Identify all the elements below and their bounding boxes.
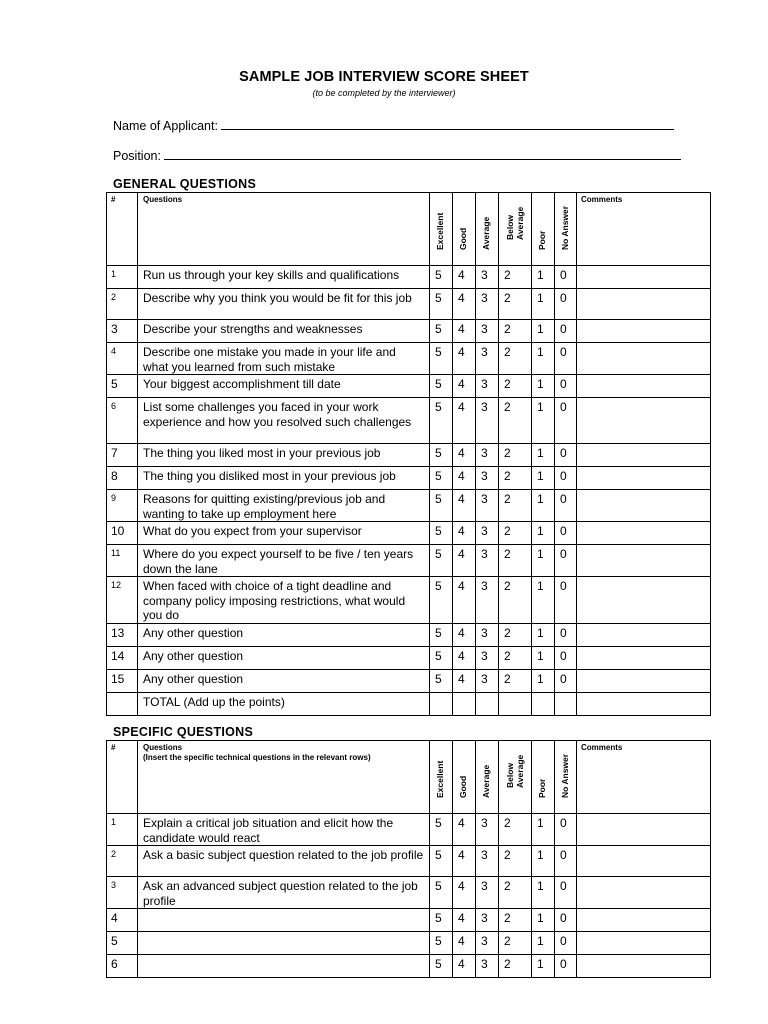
score-option[interactable]: 4 bbox=[453, 343, 476, 375]
question-text: When faced with choice of a tight deadline and company policy imposing restrictions, what would you do bbox=[138, 577, 430, 624]
score-option[interactable]: 4 bbox=[453, 545, 476, 577]
score-option[interactable]: 2 bbox=[499, 444, 532, 467]
header-rating-good bbox=[453, 741, 476, 814]
header-number: # bbox=[107, 741, 138, 814]
score-option[interactable]: 2 bbox=[499, 646, 532, 669]
score-option[interactable]: 2 bbox=[499, 490, 532, 522]
score-option[interactable]: 5 bbox=[430, 522, 453, 545]
comments-cell[interactable] bbox=[577, 320, 711, 343]
score-option[interactable]: 0 bbox=[555, 266, 577, 289]
score-option[interactable]: 2 bbox=[499, 266, 532, 289]
header-questions-label: Questions bbox=[143, 743, 183, 752]
total-score-cell[interactable] bbox=[430, 692, 453, 715]
score-option[interactable]: 5 bbox=[430, 814, 453, 846]
score-option[interactable]: 1 bbox=[532, 909, 555, 932]
header-questions bbox=[138, 193, 430, 266]
score-option[interactable]: 3 bbox=[476, 375, 499, 398]
comments-cell[interactable] bbox=[577, 444, 711, 467]
score-option[interactable]: 0 bbox=[555, 467, 577, 490]
score-option[interactable]: 0 bbox=[555, 846, 577, 877]
score-option[interactable]: 1 bbox=[532, 522, 555, 545]
table-row bbox=[107, 932, 711, 955]
table-row bbox=[107, 266, 711, 289]
score-option[interactable]: 3 bbox=[476, 398, 499, 444]
table-row bbox=[107, 490, 711, 522]
score-option[interactable]: 2 bbox=[499, 846, 532, 877]
header-rating-below-average bbox=[499, 193, 532, 266]
comments-cell[interactable] bbox=[577, 577, 711, 624]
row-number: 3 bbox=[107, 877, 138, 909]
rating-label-excellent: Excellent bbox=[435, 212, 445, 250]
row-number bbox=[107, 692, 138, 715]
row-number: 3 bbox=[107, 320, 138, 343]
score-option[interactable]: 3 bbox=[476, 932, 499, 955]
comments-cell[interactable] bbox=[577, 646, 711, 669]
question-text: Describe why you think you would be fit for this job bbox=[138, 289, 430, 320]
table-row bbox=[107, 909, 711, 932]
table-row bbox=[107, 398, 711, 444]
score-option[interactable]: 1 bbox=[532, 289, 555, 320]
table-row bbox=[107, 289, 711, 320]
row-number: 5 bbox=[107, 375, 138, 398]
question-text bbox=[138, 955, 430, 978]
general-questions-heading: GENERAL QUESTIONS bbox=[113, 177, 257, 191]
score-option[interactable]: 4 bbox=[453, 814, 476, 846]
score-option[interactable]: 0 bbox=[555, 669, 577, 692]
total-score-cell[interactable] bbox=[476, 692, 499, 715]
score-option[interactable]: 5 bbox=[430, 444, 453, 467]
score-option[interactable]: 0 bbox=[555, 909, 577, 932]
header-rating-no-answer bbox=[555, 741, 577, 814]
rating-label-no-answer: No Answer bbox=[559, 753, 570, 798]
table-row bbox=[107, 467, 711, 490]
rating-label-no-answer: No Answer bbox=[559, 205, 570, 250]
header-rating-average bbox=[476, 193, 499, 266]
score-option[interactable]: 4 bbox=[453, 846, 476, 877]
score-option[interactable]: 5 bbox=[430, 932, 453, 955]
score-option[interactable]: 3 bbox=[476, 490, 499, 522]
score-option[interactable]: 3 bbox=[476, 909, 499, 932]
score-option[interactable]: 1 bbox=[532, 343, 555, 375]
row-number: 6 bbox=[107, 398, 138, 444]
score-option[interactable]: 4 bbox=[453, 266, 476, 289]
score-option[interactable]: 1 bbox=[532, 646, 555, 669]
score-option[interactable]: 1 bbox=[532, 467, 555, 490]
table-row bbox=[107, 577, 711, 624]
score-option[interactable]: 1 bbox=[532, 444, 555, 467]
rating-label-below-average: Below Average bbox=[505, 754, 525, 788]
table-row bbox=[107, 814, 711, 846]
score-option[interactable]: 4 bbox=[453, 669, 476, 692]
row-number: 9 bbox=[107, 490, 138, 522]
total-row bbox=[107, 692, 711, 715]
score-option[interactable]: 5 bbox=[430, 909, 453, 932]
score-option[interactable]: 1 bbox=[532, 932, 555, 955]
total-score-cell[interactable] bbox=[453, 692, 476, 715]
score-option[interactable]: 1 bbox=[532, 955, 555, 978]
score-option[interactable]: 1 bbox=[532, 623, 555, 646]
question-text: Ask an advanced subject question related to the job profile bbox=[138, 877, 430, 909]
score-option[interactable]: 1 bbox=[532, 320, 555, 343]
applicant-name-field[interactable] bbox=[113, 118, 674, 133]
comments-cell[interactable] bbox=[577, 398, 711, 444]
score-option[interactable]: 5 bbox=[430, 877, 453, 909]
rating-label-good: Good bbox=[458, 775, 468, 798]
question-text: Any other question bbox=[138, 646, 430, 669]
header-rating-average bbox=[476, 741, 499, 814]
comments-cell[interactable] bbox=[577, 623, 711, 646]
comments-cell[interactable] bbox=[577, 490, 711, 522]
comments-cell[interactable] bbox=[577, 955, 711, 978]
score-option[interactable]: 0 bbox=[555, 320, 577, 343]
applicant-name-line[interactable] bbox=[221, 118, 674, 130]
score-option[interactable]: 1 bbox=[532, 669, 555, 692]
comments-cell[interactable] bbox=[577, 522, 711, 545]
rating-label-average: Average bbox=[481, 764, 491, 798]
row-number: 2 bbox=[107, 289, 138, 320]
score-option[interactable]: 2 bbox=[499, 814, 532, 846]
question-text: Reasons for quitting existing/previous job and wanting to take up employment here bbox=[138, 490, 430, 522]
total-label: TOTAL (Add up the points) bbox=[138, 692, 430, 715]
score-option[interactable]: 2 bbox=[499, 545, 532, 577]
score-option[interactable]: 3 bbox=[476, 577, 499, 624]
comments-cell[interactable] bbox=[577, 909, 711, 932]
comments-cell[interactable] bbox=[577, 932, 711, 955]
question-text: Describe one mistake you made in your life and what you learned from such mistake bbox=[138, 343, 430, 375]
score-option[interactable]: 4 bbox=[453, 444, 476, 467]
score-option[interactable]: 2 bbox=[499, 320, 532, 343]
header-rating-poor bbox=[532, 193, 555, 266]
question-text: Ask a basic subject question related to the job profile bbox=[138, 846, 430, 877]
score-option[interactable]: 0 bbox=[555, 522, 577, 545]
row-number: 4 bbox=[107, 909, 138, 932]
table-row bbox=[107, 846, 711, 877]
score-option[interactable]: 4 bbox=[453, 398, 476, 444]
score-option[interactable]: 5 bbox=[430, 375, 453, 398]
header-comments: Comments bbox=[577, 741, 711, 814]
score-option[interactable]: 2 bbox=[499, 909, 532, 932]
score-option[interactable]: 3 bbox=[476, 522, 499, 545]
header-rating-poor bbox=[532, 741, 555, 814]
row-number: 6 bbox=[107, 955, 138, 978]
question-text bbox=[138, 932, 430, 955]
score-option[interactable]: 4 bbox=[453, 623, 476, 646]
score-option[interactable]: 3 bbox=[476, 467, 499, 490]
score-option[interactable]: 3 bbox=[476, 877, 499, 909]
row-number: 11 bbox=[107, 545, 138, 577]
score-option[interactable]: 3 bbox=[476, 669, 499, 692]
header-questions bbox=[138, 741, 430, 814]
score-option[interactable]: 4 bbox=[453, 467, 476, 490]
comments-cell[interactable] bbox=[577, 343, 711, 375]
score-option[interactable]: 4 bbox=[453, 577, 476, 624]
score-option[interactable]: 5 bbox=[430, 623, 453, 646]
comments-cell[interactable] bbox=[577, 289, 711, 320]
score-option[interactable]: 1 bbox=[532, 577, 555, 624]
score-option[interactable]: 2 bbox=[499, 669, 532, 692]
rating-label-poor: Poor bbox=[537, 778, 547, 798]
score-option[interactable]: 3 bbox=[476, 343, 499, 375]
question-text: Describe your strengths and weaknesses bbox=[138, 320, 430, 343]
score-option[interactable]: 3 bbox=[476, 320, 499, 343]
rating-label-below-average: Below Average bbox=[505, 206, 525, 240]
table-row bbox=[107, 522, 711, 545]
score-option[interactable]: 3 bbox=[476, 623, 499, 646]
score-option[interactable]: 5 bbox=[430, 577, 453, 624]
header-questions-note: (Insert the specific technical questions in the relevant rows) bbox=[143, 753, 371, 762]
header-questions-label: Questions bbox=[143, 195, 183, 204]
comments-cell[interactable] bbox=[577, 846, 711, 877]
total-score-cell[interactable] bbox=[499, 692, 532, 715]
comments-cell[interactable] bbox=[577, 877, 711, 909]
table-row bbox=[107, 375, 711, 398]
score-option[interactable]: 0 bbox=[555, 646, 577, 669]
comments-cell[interactable] bbox=[577, 814, 711, 846]
question-text: Your biggest accomplishment till date bbox=[138, 375, 430, 398]
score-option[interactable]: 5 bbox=[430, 398, 453, 444]
row-number: 1 bbox=[107, 266, 138, 289]
header-rating-excellent bbox=[430, 741, 453, 814]
score-option[interactable]: 4 bbox=[453, 646, 476, 669]
score-option[interactable]: 0 bbox=[555, 375, 577, 398]
table-row bbox=[107, 343, 711, 375]
rating-label-average: Average bbox=[481, 216, 491, 250]
question-text: Explain a critical job situation and elicit how the candidate would react bbox=[138, 814, 430, 846]
row-number: 13 bbox=[107, 623, 138, 646]
score-option[interactable]: 3 bbox=[476, 266, 499, 289]
score-option[interactable]: 1 bbox=[532, 877, 555, 909]
table-header-row bbox=[107, 193, 711, 266]
document-subtitle: (to be completed by the interviewer) bbox=[312, 88, 456, 98]
header-rating-no-answer bbox=[555, 193, 577, 266]
question-text: What do you expect from your supervisor bbox=[138, 522, 430, 545]
score-option[interactable]: 3 bbox=[476, 444, 499, 467]
question-text bbox=[138, 909, 430, 932]
score-option[interactable]: 4 bbox=[453, 289, 476, 320]
score-option[interactable]: 5 bbox=[430, 289, 453, 320]
score-option[interactable]: 5 bbox=[430, 669, 453, 692]
total-score-cell[interactable] bbox=[555, 692, 577, 715]
table-row bbox=[107, 646, 711, 669]
score-option[interactable]: 1 bbox=[532, 814, 555, 846]
score-option[interactable]: 4 bbox=[453, 932, 476, 955]
applicant-name-label: Name of Applicant: bbox=[113, 119, 218, 133]
score-option[interactable]: 5 bbox=[430, 955, 453, 978]
header-rating-good bbox=[453, 193, 476, 266]
score-option[interactable]: 2 bbox=[499, 467, 532, 490]
specific-questions-table bbox=[106, 740, 711, 978]
score-option[interactable]: 5 bbox=[430, 646, 453, 669]
score-option[interactable]: 2 bbox=[499, 577, 532, 624]
table-row bbox=[107, 669, 711, 692]
table-row bbox=[107, 877, 711, 909]
position-label: Position: bbox=[113, 149, 161, 163]
row-number: 5 bbox=[107, 932, 138, 955]
score-option[interactable]: 0 bbox=[555, 545, 577, 577]
general-questions-table bbox=[106, 192, 711, 716]
total-comments-cell[interactable] bbox=[577, 692, 711, 715]
score-option[interactable]: 2 bbox=[499, 289, 532, 320]
row-number: 14 bbox=[107, 646, 138, 669]
header-rating-excellent bbox=[430, 193, 453, 266]
score-option[interactable]: 5 bbox=[430, 490, 453, 522]
score-option[interactable]: 3 bbox=[476, 814, 499, 846]
comments-cell[interactable] bbox=[577, 266, 711, 289]
score-option[interactable]: 5 bbox=[430, 846, 453, 877]
table-row bbox=[107, 955, 711, 978]
score-option[interactable]: 0 bbox=[555, 814, 577, 846]
question-text: Run us through your key skills and qualifications bbox=[138, 266, 430, 289]
score-option[interactable]: 3 bbox=[476, 846, 499, 877]
specific-questions-heading: SPECIFIC QUESTIONS bbox=[113, 725, 254, 739]
score-option[interactable]: 1 bbox=[532, 846, 555, 877]
score-option[interactable]: 0 bbox=[555, 398, 577, 444]
row-number: 15 bbox=[107, 669, 138, 692]
question-text: The thing you liked most in your previous job bbox=[138, 444, 430, 467]
score-option[interactable]: 1 bbox=[532, 490, 555, 522]
score-option[interactable]: 1 bbox=[532, 398, 555, 444]
header-number: # bbox=[107, 193, 138, 266]
score-option[interactable]: 0 bbox=[555, 623, 577, 646]
position-field[interactable] bbox=[113, 148, 681, 163]
score-option[interactable]: 4 bbox=[453, 522, 476, 545]
position-line[interactable] bbox=[164, 148, 681, 160]
total-score-cell[interactable] bbox=[532, 692, 555, 715]
rating-label-poor: Poor bbox=[537, 230, 547, 250]
score-option[interactable]: 2 bbox=[499, 932, 532, 955]
score-option[interactable]: 4 bbox=[453, 909, 476, 932]
score-option[interactable]: 4 bbox=[453, 320, 476, 343]
score-option[interactable]: 3 bbox=[476, 289, 499, 320]
score-option[interactable]: 0 bbox=[555, 289, 577, 320]
rating-label-excellent: Excellent bbox=[435, 760, 445, 798]
comments-cell[interactable] bbox=[577, 545, 711, 577]
score-option[interactable]: 5 bbox=[430, 266, 453, 289]
score-option[interactable]: 0 bbox=[555, 577, 577, 624]
comments-cell[interactable] bbox=[577, 467, 711, 490]
score-option[interactable]: 1 bbox=[532, 375, 555, 398]
comments-cell[interactable] bbox=[577, 375, 711, 398]
table-row bbox=[107, 320, 711, 343]
row-number: 8 bbox=[107, 467, 138, 490]
rating-label-good: Good bbox=[458, 227, 468, 250]
score-option[interactable]: 4 bbox=[453, 375, 476, 398]
score-option[interactable]: 2 bbox=[499, 955, 532, 978]
score-option[interactable]: 0 bbox=[555, 877, 577, 909]
score-option[interactable]: 1 bbox=[532, 545, 555, 577]
score-option[interactable]: 5 bbox=[430, 545, 453, 577]
score-option[interactable]: 0 bbox=[555, 490, 577, 522]
header-comments: Comments bbox=[577, 193, 711, 266]
row-number: 4 bbox=[107, 343, 138, 375]
table-row bbox=[107, 545, 711, 577]
score-option[interactable]: 0 bbox=[555, 444, 577, 467]
question-text: Where do you expect yourself to be five / ten years down the lane bbox=[138, 545, 430, 577]
score-option[interactable]: 3 bbox=[476, 646, 499, 669]
row-number: 12 bbox=[107, 577, 138, 624]
score-option[interactable]: 5 bbox=[430, 343, 453, 375]
row-number: 1 bbox=[107, 814, 138, 846]
row-number: 10 bbox=[107, 522, 138, 545]
score-option[interactable]: 0 bbox=[555, 932, 577, 955]
header-rating-below-average bbox=[499, 741, 532, 814]
score-option[interactable]: 2 bbox=[499, 398, 532, 444]
score-option[interactable]: 2 bbox=[499, 877, 532, 909]
score-option[interactable]: 0 bbox=[555, 955, 577, 978]
question-text: List some challenges you faced in your work experience and how you resolved such challenges bbox=[138, 398, 430, 444]
question-text: Any other question bbox=[138, 669, 430, 692]
table-header-row bbox=[107, 741, 711, 814]
row-number: 2 bbox=[107, 846, 138, 877]
score-option[interactable]: 4 bbox=[453, 877, 476, 909]
question-text: The thing you disliked most in your previous job bbox=[138, 467, 430, 490]
question-text: Any other question bbox=[138, 623, 430, 646]
score-option[interactable]: 1 bbox=[532, 266, 555, 289]
score-option[interactable]: 5 bbox=[430, 320, 453, 343]
table-row bbox=[107, 444, 711, 467]
score-option[interactable]: 5 bbox=[430, 467, 453, 490]
row-number: 7 bbox=[107, 444, 138, 467]
score-option[interactable]: 3 bbox=[476, 545, 499, 577]
score-option[interactable]: 2 bbox=[499, 623, 532, 646]
table-row bbox=[107, 623, 711, 646]
score-option[interactable]: 0 bbox=[555, 343, 577, 375]
score-option[interactable]: 2 bbox=[499, 375, 532, 398]
score-option[interactable]: 4 bbox=[453, 490, 476, 522]
score-option[interactable]: 3 bbox=[476, 955, 499, 978]
document-title: SAMPLE JOB INTERVIEW SCORE SHEET bbox=[239, 69, 529, 85]
score-option[interactable]: 4 bbox=[453, 955, 476, 978]
score-option[interactable]: 2 bbox=[499, 522, 532, 545]
comments-cell[interactable] bbox=[577, 669, 711, 692]
score-option[interactable]: 2 bbox=[499, 343, 532, 375]
